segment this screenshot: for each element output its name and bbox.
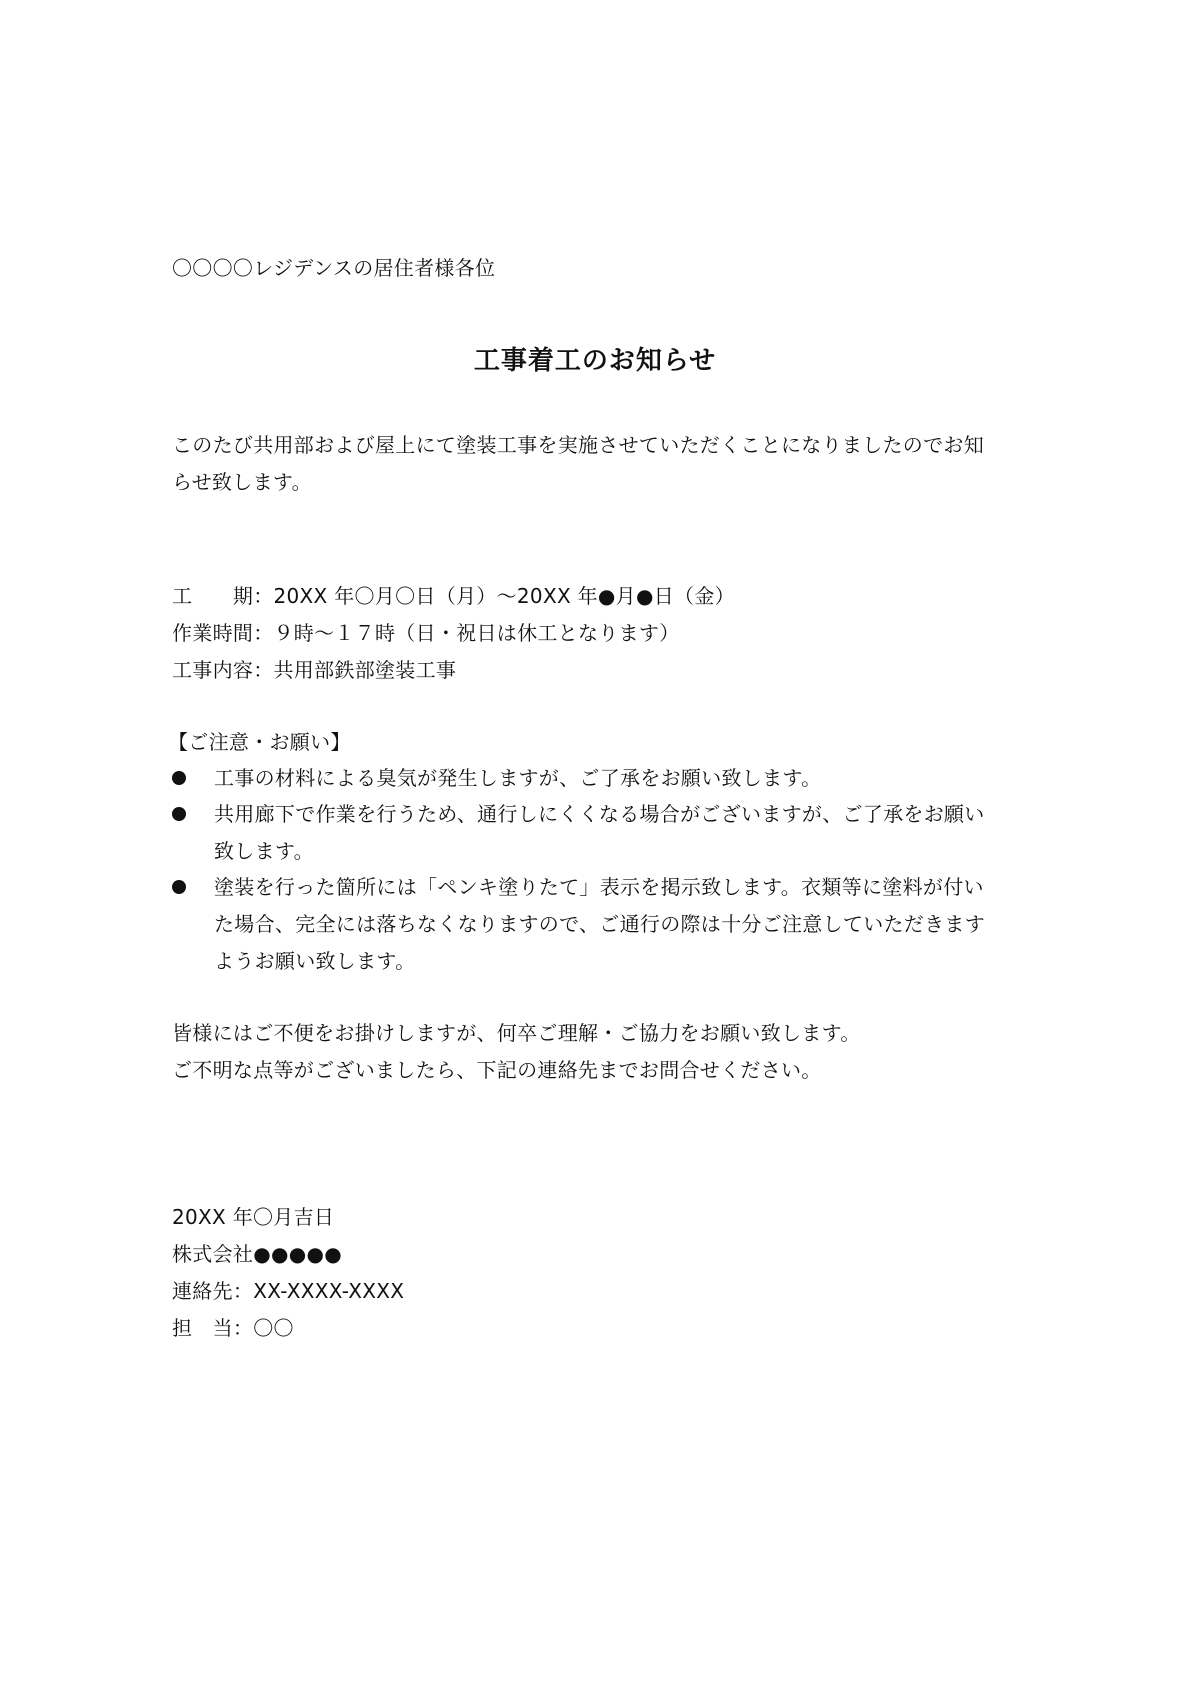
note-1-line-1: 工事の材料による臭気が発生しますが、ご了承をお願い致します。 (214, 766, 822, 790)
note-3-line-1: 塗装を行った箇所には「ペンキ塗りたて」表示を掲示致します。衣類等に塗料が付い (214, 875, 984, 899)
detail-work-content: 工事内容：共用部鉄部塗装工事 (172, 658, 457, 682)
footer-company: 株式会社●●●●● (172, 1242, 342, 1266)
intro-line-2: らせ致します。 (172, 470, 312, 494)
footer-date: 20XX 年〇月吉日 (172, 1205, 335, 1229)
intro-line-1: このたび共用部および屋上にて塗装工事を実施させていただくことになりましたのでお知 (172, 433, 984, 457)
bullet-icon (172, 880, 186, 894)
note-3-line-2: た場合、完全には落ちなくなりますので、ご通行の際は十分ご注意していただきます (214, 912, 985, 936)
closing-line-1: 皆様にはご不便をお掛けしますが、何卒ご理解・ご協力をお願い致します。 (172, 1021, 861, 1045)
note-2-line-1: 共用廊下で作業を行うため、通行しにくくなる場合がございますが、ご了承をお願い (214, 802, 985, 826)
notes-heading: 【ご注意・お願い】 (168, 730, 351, 754)
detail-period: 工 期：20XX 年〇月〇日（月）～20XX 年●月●日（金） (172, 584, 735, 608)
note-3-line-3: ようお願い致します。 (214, 949, 416, 973)
footer-contact: 連絡先：XX-XXXX-XXXX (172, 1279, 405, 1303)
addressee: 〇〇〇〇レジデンスの居住者様各位 (172, 256, 496, 280)
footer-person: 担 当：〇〇 (172, 1316, 294, 1340)
closing-line-2: ご不明な点等がございましたら、下記の連絡先までお問合せください。 (172, 1058, 822, 1082)
page-title: 工事着工のお知らせ (473, 346, 717, 376)
note-2-line-2: 致します。 (214, 839, 314, 863)
bullet-icon (172, 771, 186, 785)
detail-work-hours: 作業時間：９時～１７時（日・祝日は休工となります） (172, 621, 680, 645)
bullet-icon (172, 807, 186, 821)
